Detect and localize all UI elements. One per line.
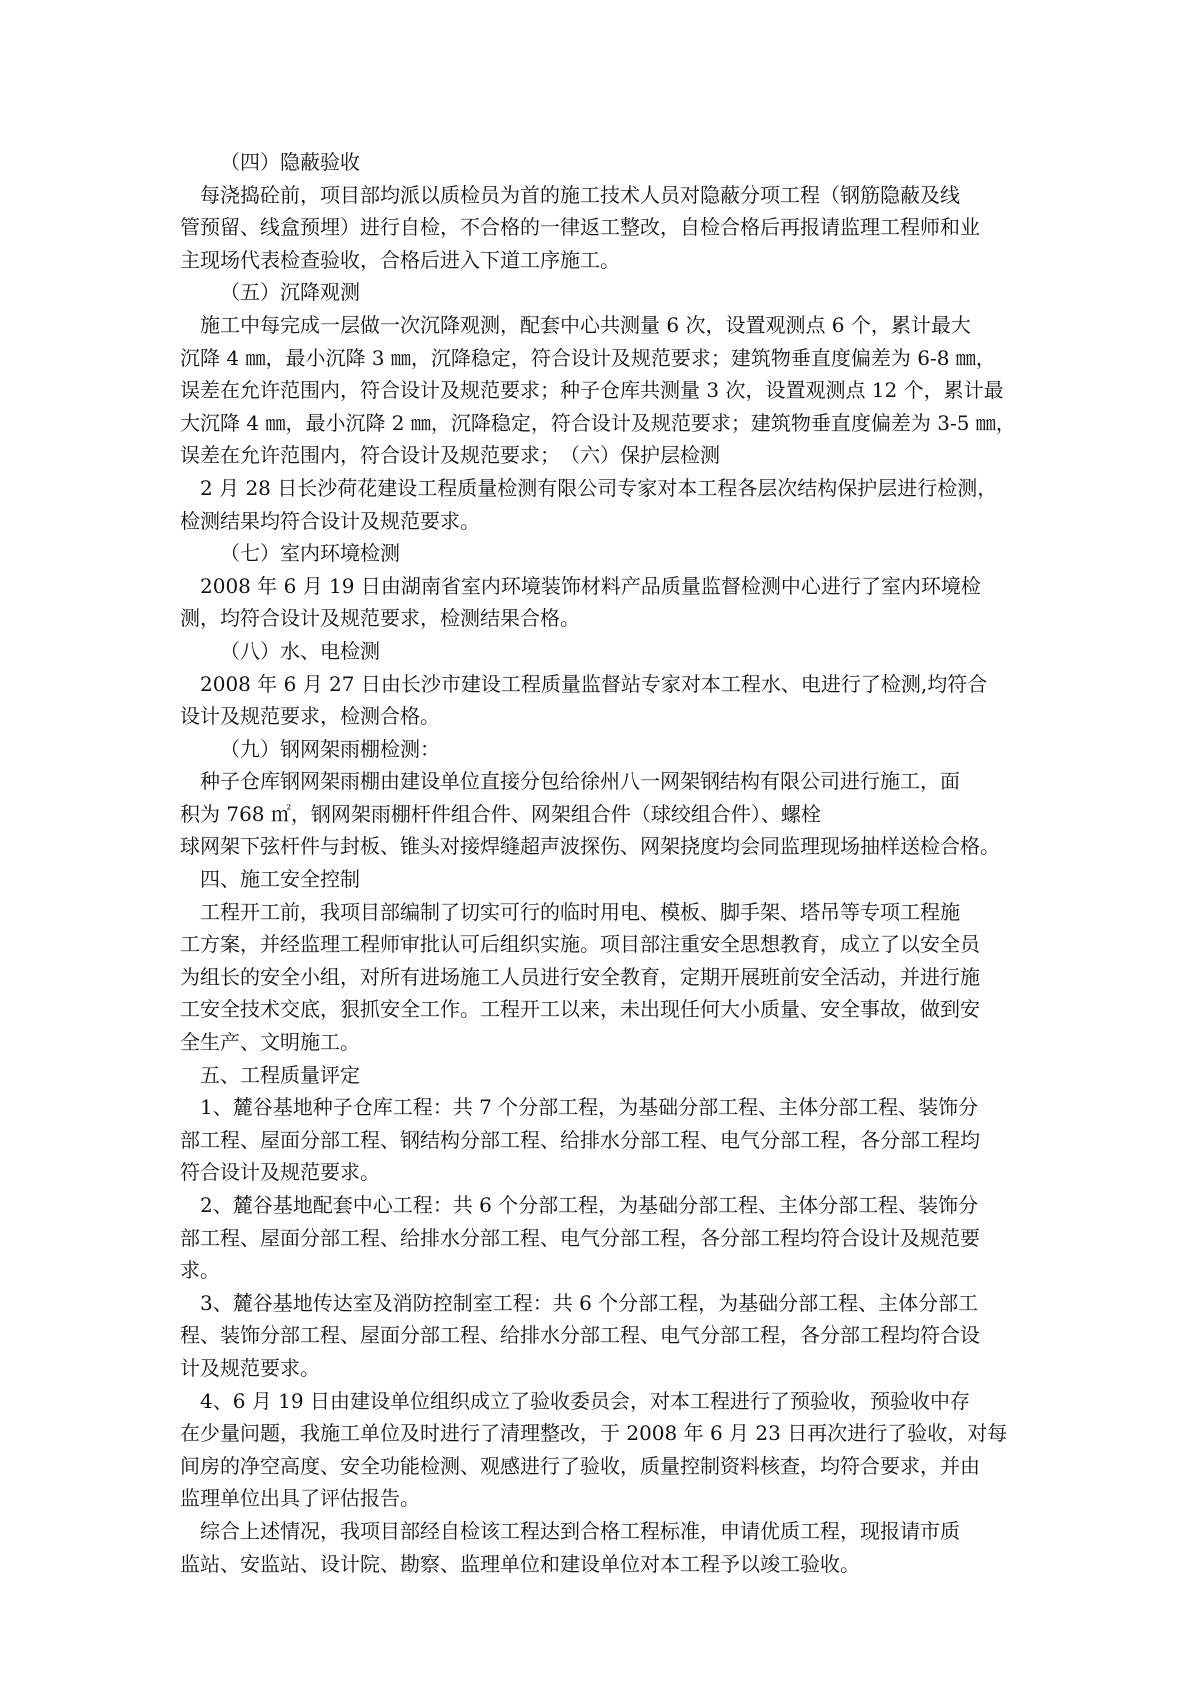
paragraph-line: 工安全技术交底，狠抓安全工作。工程开工以来，未出现任何大小质量、安全事故，做到安: [180, 997, 980, 1022]
paragraph: [180, 1287, 1050, 1385]
document-body: [180, 146, 1050, 1580]
subsection-heading: （五）沉降观测: [220, 280, 360, 305]
paragraph-line: 符合设计及规范要求。: [180, 1160, 380, 1185]
paragraph: [180, 472, 1050, 537]
paragraph-line: 间房的净空高度、安全功能检测、观感进行了验收，质量控制资料核查，均符合要求，并由: [180, 1453, 980, 1478]
paragraph: [180, 179, 1050, 277]
paragraph-line: 2 月 28 日长沙荷花建设工程质量检测有限公司专家对本工程各层次结构保护层进行检测，: [200, 475, 998, 500]
paragraph: [180, 1515, 1050, 1580]
paragraph-line: 部工程、屋面分部工程、钢结构分部工程、给排水分部工程、电气分部工程，各分部工程均: [180, 1127, 980, 1152]
subsection-heading: （八）水、电检测: [220, 638, 380, 663]
paragraph-line: 4、6 月 19 日由建设单位组织成立了验收委员会，对本工程进行了预验收，预验收中存: [200, 1388, 970, 1413]
paragraph-line: 综合上述情况，我项目部经自检该工程达到合格工程标准，申请优质工程，现报请市质: [200, 1518, 960, 1543]
paragraph: [180, 1189, 1050, 1287]
paragraph-line: 种子仓库钢网架雨棚由建设单位直接分包给徐州八一网架钢结构有限公司进行施工，面: [200, 769, 960, 794]
paragraph: [180, 309, 1050, 472]
paragraph-line: 误差在允许范围内，符合设计及规范要求；种子仓库共测量 3 次，设置观测点 12 个，累计最: [180, 378, 1004, 403]
paragraph-line: 求。: [180, 1258, 220, 1283]
subsection-heading: （四）隐蔽验收: [220, 150, 360, 174]
paragraph-line: 管预留、线盒预埋）进行自检，不合格的一律返工整改，自检合格后再报请监理工程师和业: [180, 215, 980, 240]
paragraph-line: 在少量问题，我施工单位及时进行了清理整改，于 2008 年 6 月 23 日再次进行了验收，对每: [180, 1421, 1008, 1446]
paragraph-line: 2008 年 6 月 19 日由湖南省室内环境装饰材料产品质量监督检测中心进行了室内环境检: [200, 573, 981, 598]
paragraph-line: 3、麓谷基地传达室及消防控制室工程：共 6 个分部工程，为基础分部工程、主体分部工: [200, 1290, 979, 1315]
paragraph-line: 检测结果均符合设计及规范要求。: [180, 508, 480, 533]
paragraph-line: 监理单位出具了评估报告。: [180, 1486, 420, 1511]
paragraph-line: 工程开工前，我项目部编制了切实可行的临时用电、模板、脚手架、塔吊等专项工程施: [200, 899, 960, 924]
paragraph-line: 设计及规范要求，检测合格。: [180, 704, 440, 729]
paragraph-line: 2、麓谷基地配套中心工程：共 6 个分部工程，为基础分部工程、主体分部工程、装饰分: [200, 1193, 979, 1217]
subsection-heading: （九）钢网架雨棚检测：: [220, 736, 440, 761]
paragraph-line: 工方案，并经监理工程师审批认可后组织实施。项目部注重安全思想教育，成立了以安全员: [180, 932, 980, 957]
paragraph-line: 大沉降 4 ㎜，最小沉降 2 ㎜，沉降稳定，符合设计及规范要求；建筑物垂直度偏差为 3-5 ㎜，: [180, 410, 1016, 435]
paragraph: [180, 1091, 1050, 1189]
paragraph-line: 主现场代表检查验收，合格后进入下道工序施工。: [180, 247, 620, 272]
paragraph: [180, 668, 1050, 733]
section-heading: 五、工程质量评定: [200, 1062, 360, 1087]
paragraph-line: 施工中每完成一层做一次沉降观测，配套中心共测量 6 次，设置观测点 6 个，累计最大: [200, 312, 971, 337]
paragraph-line: 程、装饰分部工程、屋面分部工程、给排水分部工程、电气分部工程，各分部工程均符合设: [180, 1323, 980, 1348]
section-heading: 四、施工安全控制: [200, 867, 360, 892]
paragraph-line: 积为 768 ㎡，钢网架雨棚杆件组合件、网架组合件（球绞组合件）、螺栓: [180, 801, 821, 826]
paragraph-line: 全生产、文明施工。: [180, 1030, 360, 1055]
paragraph-line: 1、麓谷基地种子仓库工程：共 7 个分部工程，为基础分部工程、主体分部工程、装饰分: [200, 1095, 979, 1120]
paragraph-line: 误差在允许范围内，符合设计及规范要求； （六）保护层检测: [180, 443, 720, 468]
paragraph-line: 监站、安监站、设计院、勘察、监理单位和建设单位对本工程予以竣工验收。: [180, 1551, 860, 1576]
paragraph-line: 沉降 4 ㎜，最小沉降 3 ㎜，沉降稳定，符合设计及规范要求；建筑物垂直度偏差为 6-8 ㎜，: [180, 345, 996, 370]
paragraph-line: 每浇捣砼前，项目部均派以质检员为首的施工技术人员对隐蔽分项工程（钢筋隐蔽及线: [200, 182, 960, 207]
paragraph-line: 计及规范要求。: [180, 1355, 320, 1380]
paragraph: [180, 570, 1050, 635]
paragraph-line: 测，均符合设计及规范要求，检测结果合格。: [180, 606, 580, 631]
paragraph: [180, 896, 1050, 1059]
paragraph: [180, 1385, 1050, 1515]
paragraph-line: 为组长的安全小组，对所有进场施工人员进行安全教育，定期开展班前安全活动，并进行施: [180, 964, 980, 989]
subsection-heading: （七）室内环境检测: [220, 541, 400, 566]
paragraph-line: 球网架下弦杆件与封板、锥头对接焊缝超声波探伤、网架挠度均会同监理现场抽样送检合格。: [180, 834, 1000, 859]
paragraph-line: 部工程、屋面分部工程、给排水分部工程、电气分部工程，各分部工程均符合设计及规范要: [180, 1225, 980, 1250]
paragraph-line: 2008 年 6 月 27 日由长沙市建设工程质量监督站专家对本工程水、电进行了检测,均符合: [200, 671, 988, 696]
paragraph: [180, 765, 1050, 863]
